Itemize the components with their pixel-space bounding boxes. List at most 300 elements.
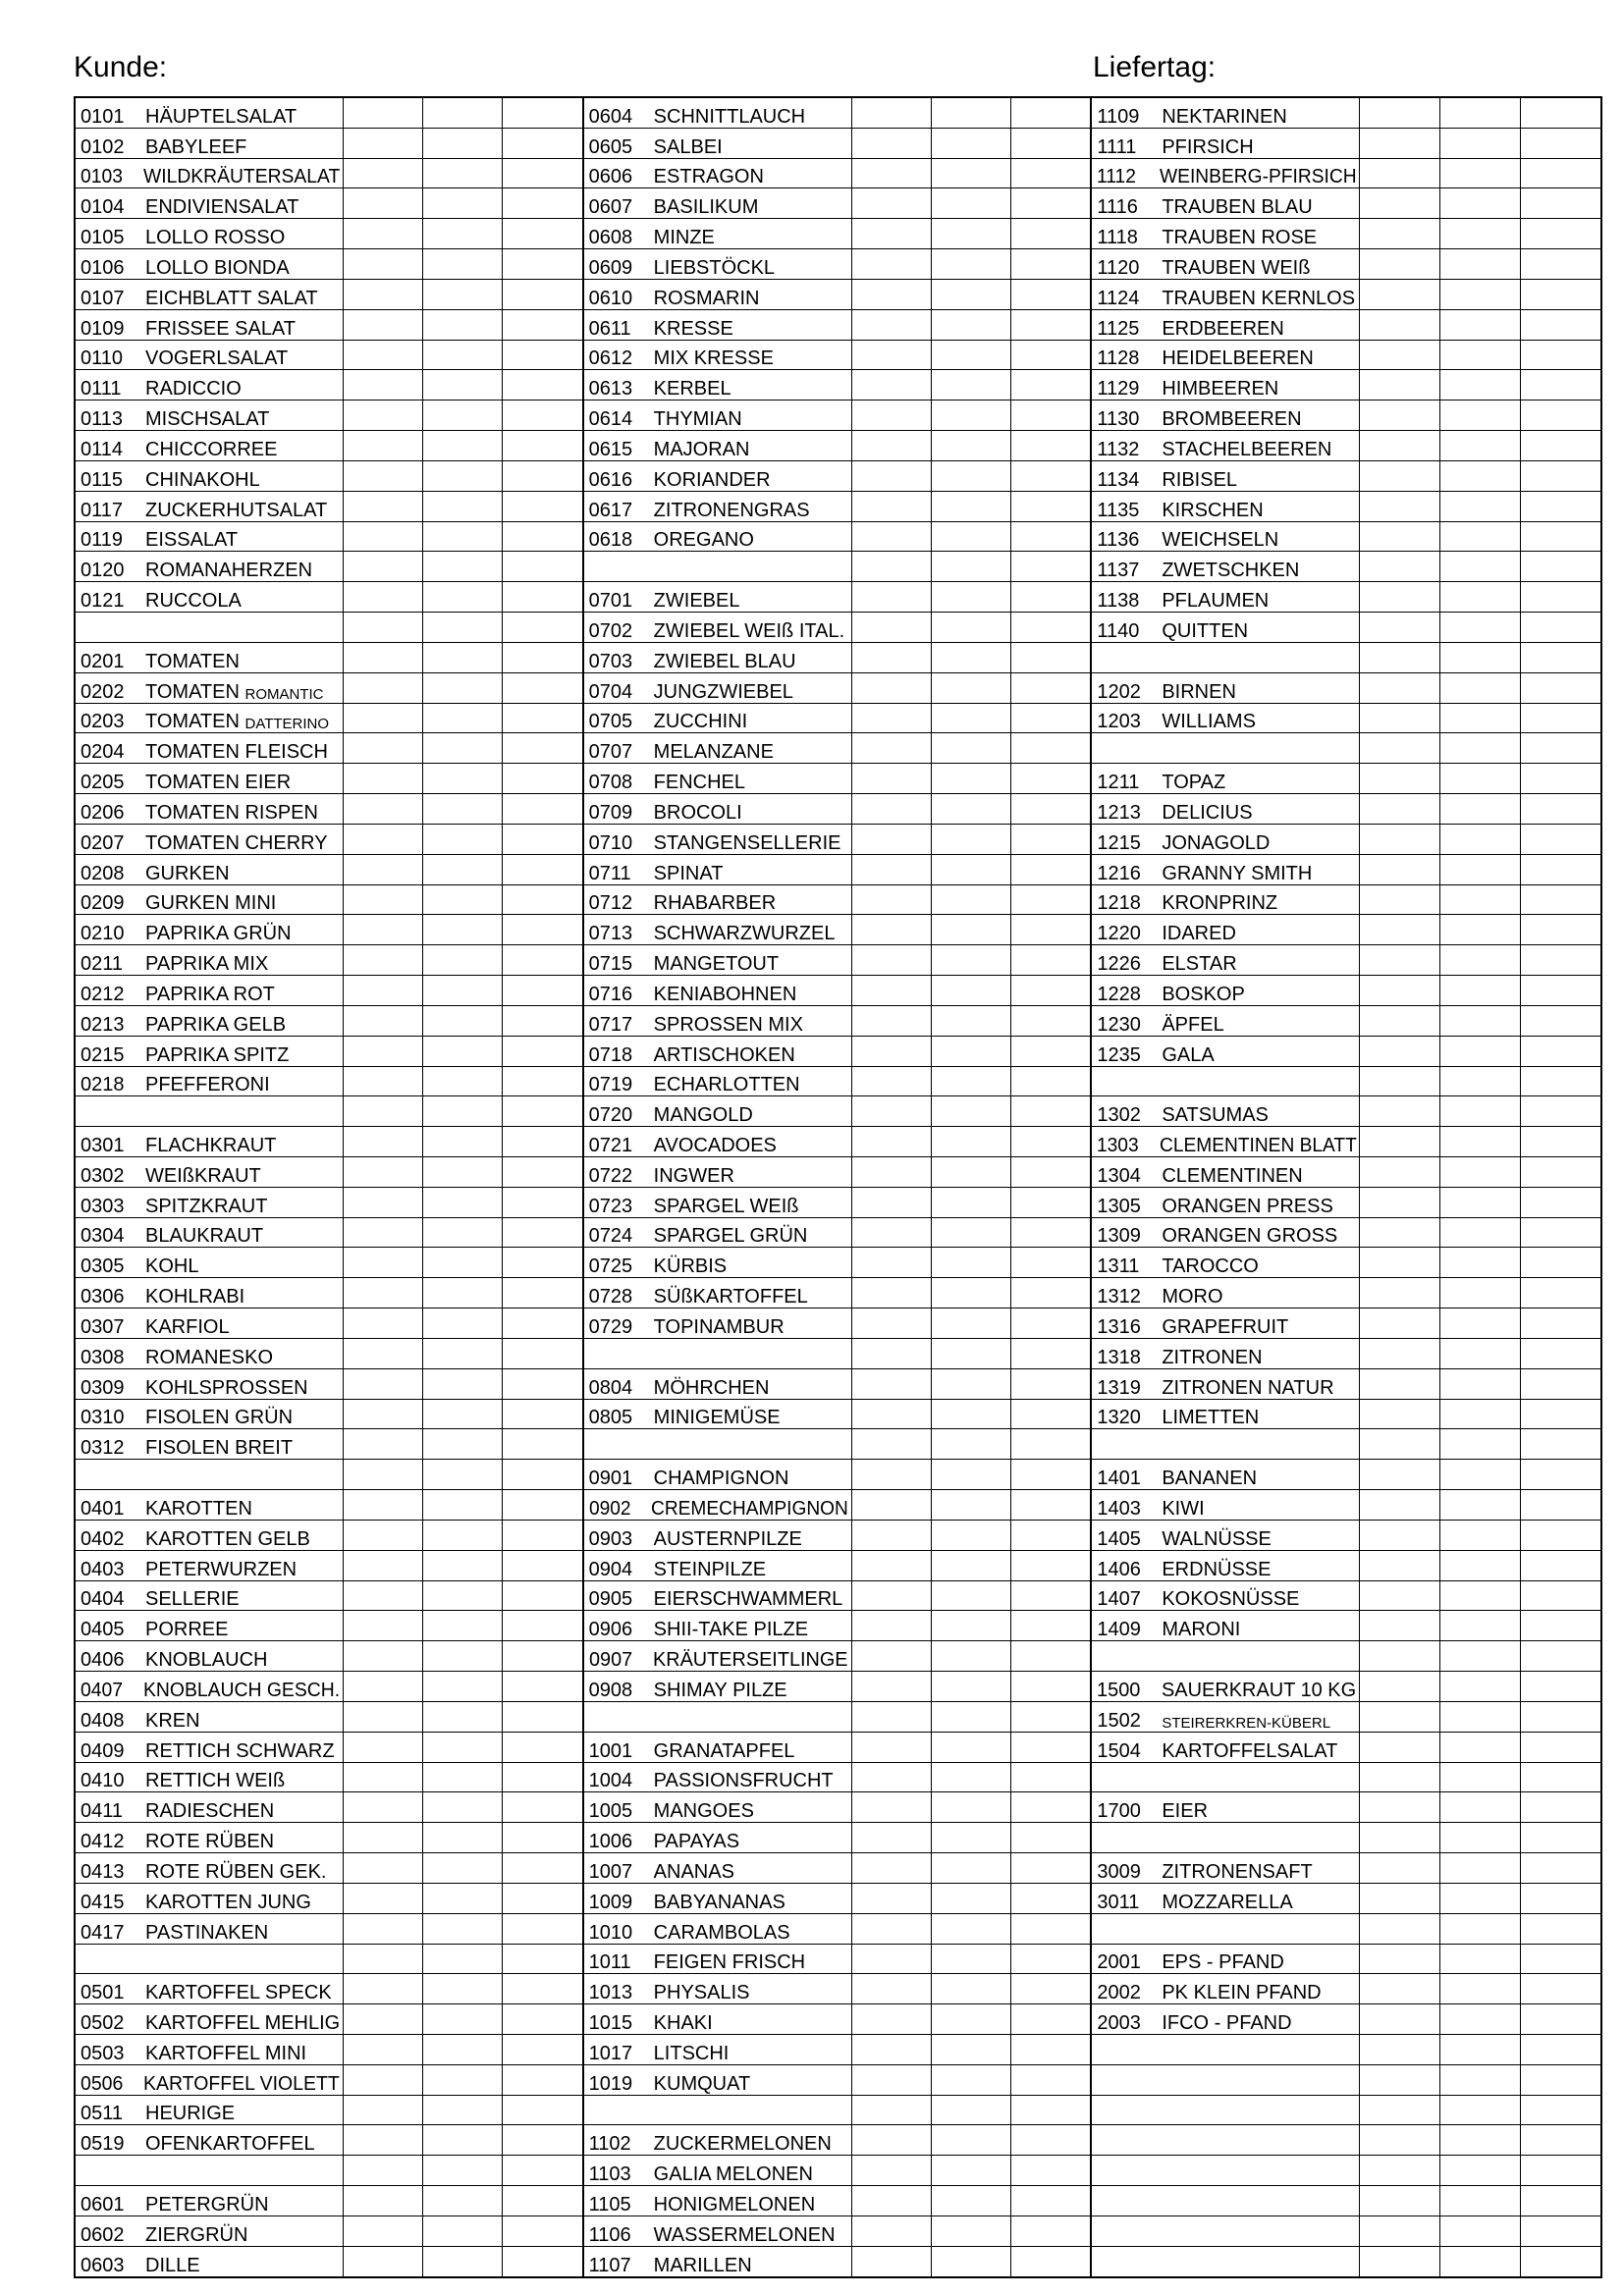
quantity-box[interactable] [1440,1914,1521,1944]
quantity-box[interactable] [344,1733,423,1762]
quantity-box[interactable] [1360,1067,1440,1096]
quantity-box[interactable] [1521,188,1600,218]
quantity-box[interactable] [1521,1733,1600,1762]
quantity-box[interactable] [932,945,1011,975]
quantity-box[interactable] [1440,1157,1521,1187]
quantity-box[interactable] [1360,976,1440,1005]
quantity-box[interactable] [1440,2125,1521,2155]
quantity-box[interactable] [423,1581,503,1611]
quantity-box[interactable] [932,976,1011,1005]
quantity-box[interactable] [503,915,581,944]
quantity-box[interactable] [503,1611,581,1640]
quantity-box[interactable] [423,552,503,581]
quantity-box[interactable] [852,582,932,612]
quantity-box[interactable] [1440,2247,1521,2276]
quantity-box[interactable] [852,1672,932,1701]
quantity-box[interactable] [1011,129,1090,158]
quantity-box[interactable] [852,1763,932,1792]
quantity-box[interactable] [1360,1733,1440,1762]
quantity-box[interactable] [1360,733,1440,763]
quantity-box[interactable] [852,461,932,491]
quantity-box[interactable] [503,613,581,642]
quantity-box[interactable] [1011,431,1090,460]
quantity-box[interactable] [503,794,581,824]
quantity-box[interactable] [423,461,503,491]
quantity-box[interactable] [1011,643,1090,672]
quantity-box[interactable] [932,855,1011,884]
quantity-box[interactable] [1011,1945,1090,1974]
quantity-box[interactable] [503,855,581,884]
quantity-box[interactable] [932,159,1011,188]
quantity-box[interactable] [1521,1763,1600,1792]
quantity-box[interactable] [1011,341,1090,370]
quantity-box[interactable] [423,1853,503,1883]
quantity-box[interactable] [1521,1369,1600,1399]
quantity-box[interactable] [423,794,503,824]
quantity-box[interactable] [1440,1127,1521,1156]
quantity-box[interactable] [344,855,423,884]
quantity-box[interactable] [344,1611,423,1640]
quantity-box[interactable] [344,704,423,733]
quantity-box[interactable] [1521,2125,1600,2155]
quantity-box[interactable] [852,492,932,521]
quantity-box[interactable] [1360,552,1440,581]
quantity-box[interactable] [423,825,503,854]
quantity-box[interactable] [503,582,581,612]
quantity-box[interactable] [344,1308,423,1338]
quantity-box[interactable] [344,1884,423,1913]
quantity-box[interactable] [1521,1853,1600,1883]
quantity-box[interactable] [503,2125,581,2155]
quantity-box[interactable] [1011,219,1090,248]
quantity-box[interactable] [1360,794,1440,824]
quantity-box[interactable] [1521,1945,1600,1974]
quantity-box[interactable] [932,794,1011,824]
quantity-box[interactable] [852,431,932,460]
quantity-box[interactable] [932,764,1011,793]
quantity-box[interactable] [852,188,932,218]
quantity-box[interactable] [423,704,503,733]
quantity-box[interactable] [1011,1278,1090,1308]
quantity-box[interactable] [1011,1400,1090,1429]
quantity-box[interactable] [1440,2065,1521,2095]
quantity-box[interactable] [503,1400,581,1429]
quantity-box[interactable] [423,249,503,279]
quantity-box[interactable] [503,2065,581,2095]
quantity-box[interactable] [1440,855,1521,884]
quantity-box[interactable] [1011,855,1090,884]
quantity-box[interactable] [344,2035,423,2064]
quantity-box[interactable] [503,1884,581,1913]
quantity-box[interactable] [1360,764,1440,793]
quantity-box[interactable] [344,673,423,703]
quantity-box[interactable] [1360,1581,1440,1611]
quantity-box[interactable] [1360,582,1440,612]
quantity-box[interactable] [932,1945,1011,1974]
quantity-box[interactable] [852,1641,932,1671]
quantity-box[interactable] [852,2125,932,2155]
quantity-box[interactable] [1011,613,1090,642]
quantity-box[interactable] [1360,1188,1440,1217]
quantity-box[interactable] [1011,1792,1090,1822]
quantity-box[interactable] [344,1067,423,1096]
quantity-box[interactable] [1360,129,1440,158]
quantity-box[interactable] [1011,885,1090,915]
quantity-box[interactable] [1440,249,1521,279]
quantity-box[interactable] [1011,1460,1090,1489]
quantity-box[interactable] [932,1792,1011,1822]
quantity-box[interactable] [1521,1006,1600,1036]
quantity-box[interactable] [1360,1945,1440,1974]
quantity-box[interactable] [1360,2004,1440,2034]
quantity-box[interactable] [1011,400,1090,430]
quantity-box[interactable] [932,1278,1011,1308]
quantity-box[interactable] [1011,1763,1090,1792]
quantity-box[interactable] [1521,129,1600,158]
quantity-box[interactable] [344,1248,423,1277]
quantity-box[interactable] [1521,461,1600,491]
quantity-box[interactable] [1011,1581,1090,1611]
quantity-box[interactable] [503,492,581,521]
quantity-box[interactable] [1011,2156,1090,2185]
quantity-box[interactable] [852,1157,932,1187]
quantity-box[interactable] [423,1096,503,1126]
quantity-box[interactable] [1011,582,1090,612]
quantity-box[interactable] [423,2065,503,2095]
quantity-box[interactable] [503,1067,581,1096]
quantity-box[interactable] [1440,1429,1521,1459]
quantity-box[interactable] [1440,764,1521,793]
quantity-box[interactable] [423,582,503,612]
quantity-box[interactable] [1360,188,1440,218]
quantity-box[interactable] [503,2156,581,2185]
quantity-box[interactable] [932,280,1011,309]
quantity-box[interactable] [1440,431,1521,460]
quantity-box[interactable] [423,643,503,672]
quantity-box[interactable] [1521,1067,1600,1096]
quantity-box[interactable] [423,1733,503,1762]
quantity-box[interactable] [423,1339,503,1368]
quantity-box[interactable] [932,1581,1011,1611]
quantity-box[interactable] [344,1369,423,1399]
quantity-box[interactable] [503,1127,581,1156]
quantity-box[interactable] [1440,1551,1521,1580]
quantity-box[interactable] [1521,1611,1600,1640]
quantity-box[interactable] [1521,1792,1600,1822]
quantity-box[interactable] [1011,1521,1090,1550]
quantity-box[interactable] [344,1914,423,1944]
quantity-box[interactable] [503,400,581,430]
quantity-box[interactable] [852,1339,932,1368]
quantity-box[interactable] [1011,1823,1090,1852]
quantity-box[interactable] [1440,1581,1521,1611]
quantity-box[interactable] [1440,1096,1521,1126]
quantity-box[interactable] [852,945,932,975]
quantity-box[interactable] [1360,1157,1440,1187]
quantity-box[interactable] [1360,1641,1440,1671]
quantity-box[interactable] [932,461,1011,491]
quantity-box[interactable] [1440,976,1521,1005]
quantity-box[interactable] [1011,1611,1090,1640]
quantity-box[interactable] [932,219,1011,248]
quantity-box[interactable] [932,522,1011,552]
quantity-box[interactable] [423,1188,503,1217]
quantity-box[interactable] [344,1127,423,1156]
quantity-box[interactable] [1521,2096,1600,2125]
quantity-box[interactable] [1440,1278,1521,1308]
quantity-box[interactable] [1011,733,1090,763]
quantity-box[interactable] [344,1672,423,1701]
quantity-box[interactable] [1360,704,1440,733]
quantity-box[interactable] [1360,219,1440,248]
quantity-box[interactable] [1011,825,1090,854]
quantity-box[interactable] [932,825,1011,854]
quantity-box[interactable] [423,341,503,370]
quantity-box[interactable] [344,1096,423,1126]
quantity-box[interactable] [932,492,1011,521]
quantity-box[interactable] [423,764,503,793]
quantity-box[interactable] [852,2186,932,2216]
quantity-box[interactable] [344,1037,423,1066]
quantity-box[interactable] [503,2004,581,2034]
quantity-box[interactable] [1440,1611,1521,1640]
quantity-box[interactable] [1360,1218,1440,1248]
quantity-box[interactable] [423,976,503,1005]
quantity-box[interactable] [1360,98,1440,128]
quantity-box[interactable] [1521,280,1600,309]
quantity-box[interactable] [1440,129,1521,158]
quantity-box[interactable] [852,1490,932,1520]
quantity-box[interactable] [1521,552,1600,581]
quantity-box[interactable] [1360,1369,1440,1399]
quantity-box[interactable] [1521,249,1600,279]
quantity-box[interactable] [1521,2035,1600,2064]
quantity-box[interactable] [503,1763,581,1792]
quantity-box[interactable] [1360,341,1440,370]
quantity-box[interactable] [1440,219,1521,248]
quantity-box[interactable] [1440,159,1521,188]
quantity-box[interactable] [1360,643,1440,672]
quantity-box[interactable] [1011,1006,1090,1036]
quantity-box[interactable] [1360,431,1440,460]
quantity-box[interactable] [1360,1400,1440,1429]
quantity-box[interactable] [852,855,932,884]
quantity-box[interactable] [852,552,932,581]
quantity-box[interactable] [503,1157,581,1187]
quantity-box[interactable] [932,1521,1011,1550]
quantity-box[interactable] [1011,492,1090,521]
quantity-box[interactable] [423,1400,503,1429]
quantity-box[interactable] [503,643,581,672]
quantity-box[interactable] [932,2125,1011,2155]
quantity-box[interactable] [503,1823,581,1852]
quantity-box[interactable] [1011,1490,1090,1520]
quantity-box[interactable] [503,764,581,793]
quantity-box[interactable] [503,1672,581,1701]
quantity-box[interactable] [932,673,1011,703]
quantity-box[interactable] [1011,2004,1090,2034]
quantity-box[interactable] [1440,1733,1521,1762]
quantity-box[interactable] [1011,1037,1090,1066]
quantity-box[interactable] [1360,1339,1440,1368]
quantity-box[interactable] [932,98,1011,128]
quantity-box[interactable] [1360,1763,1440,1792]
quantity-box[interactable] [1011,522,1090,552]
quantity-box[interactable] [503,188,581,218]
quantity-box[interactable] [344,1460,423,1489]
quantity-box[interactable] [1360,2065,1440,2095]
quantity-box[interactable] [1521,2186,1600,2216]
quantity-box[interactable] [503,1218,581,1248]
quantity-box[interactable] [852,159,932,188]
quantity-box[interactable] [1360,159,1440,188]
quantity-box[interactable] [1521,1490,1600,1520]
quantity-box[interactable] [423,915,503,944]
quantity-box[interactable] [344,1278,423,1308]
quantity-box[interactable] [1440,552,1521,581]
quantity-box[interactable] [344,794,423,824]
quantity-box[interactable] [503,522,581,552]
quantity-box[interactable] [1440,945,1521,975]
quantity-box[interactable] [423,1037,503,1066]
quantity-box[interactable] [1011,552,1090,581]
quantity-box[interactable] [1440,1218,1521,1248]
quantity-box[interactable] [852,2096,932,2125]
quantity-box[interactable] [852,1127,932,1156]
quantity-box[interactable] [932,1037,1011,1066]
quantity-box[interactable] [932,733,1011,763]
quantity-box[interactable] [423,1278,503,1308]
quantity-box[interactable] [1440,98,1521,128]
quantity-box[interactable] [423,431,503,460]
quantity-box[interactable] [1011,1853,1090,1883]
quantity-box[interactable] [503,1308,581,1338]
quantity-box[interactable] [503,2096,581,2125]
quantity-box[interactable] [1360,280,1440,309]
quantity-box[interactable] [1011,794,1090,824]
quantity-box[interactable] [1360,1823,1440,1852]
quantity-box[interactable] [1360,1521,1440,1550]
quantity-box[interactable] [503,673,581,703]
quantity-box[interactable] [852,1733,932,1762]
quantity-box[interactable] [852,1308,932,1338]
quantity-box[interactable] [932,188,1011,218]
quantity-box[interactable] [1440,704,1521,733]
quantity-box[interactable] [1521,643,1600,672]
quantity-box[interactable] [852,1460,932,1489]
quantity-box[interactable] [1360,2096,1440,2125]
quantity-box[interactable] [932,1127,1011,1156]
quantity-box[interactable] [503,1581,581,1611]
quantity-box[interactable] [423,1521,503,1550]
quantity-box[interactable] [1011,976,1090,1005]
quantity-box[interactable] [344,825,423,854]
quantity-box[interactable] [1521,1884,1600,1913]
quantity-box[interactable] [1011,280,1090,309]
quantity-box[interactable] [503,1339,581,1368]
quantity-box[interactable] [503,1853,581,1883]
quantity-box[interactable] [932,2065,1011,2095]
quantity-box[interactable] [932,1490,1011,1520]
quantity-box[interactable] [344,1581,423,1611]
quantity-box[interactable] [344,1823,423,1852]
quantity-box[interactable] [1521,885,1600,915]
quantity-box[interactable] [503,2186,581,2216]
quantity-box[interactable] [1011,2096,1090,2125]
quantity-box[interactable] [344,764,423,793]
quantity-box[interactable] [423,2004,503,2034]
quantity-box[interactable] [932,915,1011,944]
quantity-box[interactable] [503,1551,581,1580]
quantity-box[interactable] [1360,2035,1440,2064]
quantity-box[interactable] [1360,522,1440,552]
quantity-box[interactable] [852,370,932,400]
quantity-box[interactable] [932,582,1011,612]
quantity-box[interactable] [852,1248,932,1277]
quantity-box[interactable] [852,98,932,128]
quantity-box[interactable] [423,1641,503,1671]
quantity-box[interactable] [932,1611,1011,1640]
quantity-box[interactable] [503,1914,581,1944]
quantity-box[interactable] [932,1369,1011,1399]
quantity-box[interactable] [344,341,423,370]
quantity-box[interactable] [1011,1096,1090,1126]
quantity-box[interactable] [503,370,581,400]
quantity-box[interactable] [1521,2004,1600,2034]
quantity-box[interactable] [1440,1702,1521,1732]
quantity-box[interactable] [423,159,503,188]
quantity-box[interactable] [932,1763,1011,1792]
quantity-box[interactable] [344,2216,423,2246]
quantity-box[interactable] [1360,1702,1440,1732]
quantity-box[interactable] [423,522,503,552]
quantity-box[interactable] [1521,1278,1600,1308]
quantity-box[interactable] [932,1218,1011,1248]
quantity-box[interactable] [1521,945,1600,975]
quantity-box[interactable] [1440,2096,1521,2125]
quantity-box[interactable] [1360,1611,1440,1640]
quantity-box[interactable] [1521,1521,1600,1550]
quantity-box[interactable] [1521,704,1600,733]
quantity-box[interactable] [423,1551,503,1580]
quantity-box[interactable] [1521,1460,1600,1489]
quantity-box[interactable] [1440,1823,1521,1852]
quantity-box[interactable] [344,1853,423,1883]
quantity-box[interactable] [852,1914,932,1944]
quantity-box[interactable] [423,855,503,884]
quantity-box[interactable] [344,1974,423,2003]
quantity-box[interactable] [932,1974,1011,2003]
quantity-box[interactable] [1440,643,1521,672]
quantity-box[interactable] [1011,2216,1090,2246]
quantity-box[interactable] [1011,2035,1090,2064]
quantity-box[interactable] [503,431,581,460]
quantity-box[interactable] [1440,1037,1521,1066]
quantity-box[interactable] [1360,673,1440,703]
quantity-box[interactable] [852,1521,932,1550]
quantity-box[interactable] [423,1672,503,1701]
quantity-box[interactable] [1521,1308,1600,1338]
quantity-box[interactable] [423,1490,503,1520]
quantity-box[interactable] [344,280,423,309]
quantity-box[interactable] [852,704,932,733]
quantity-box[interactable] [1440,188,1521,218]
quantity-box[interactable] [1440,341,1521,370]
quantity-box[interactable] [932,2035,1011,2064]
quantity-box[interactable] [344,2156,423,2185]
quantity-box[interactable] [1440,370,1521,400]
quantity-box[interactable] [852,522,932,552]
